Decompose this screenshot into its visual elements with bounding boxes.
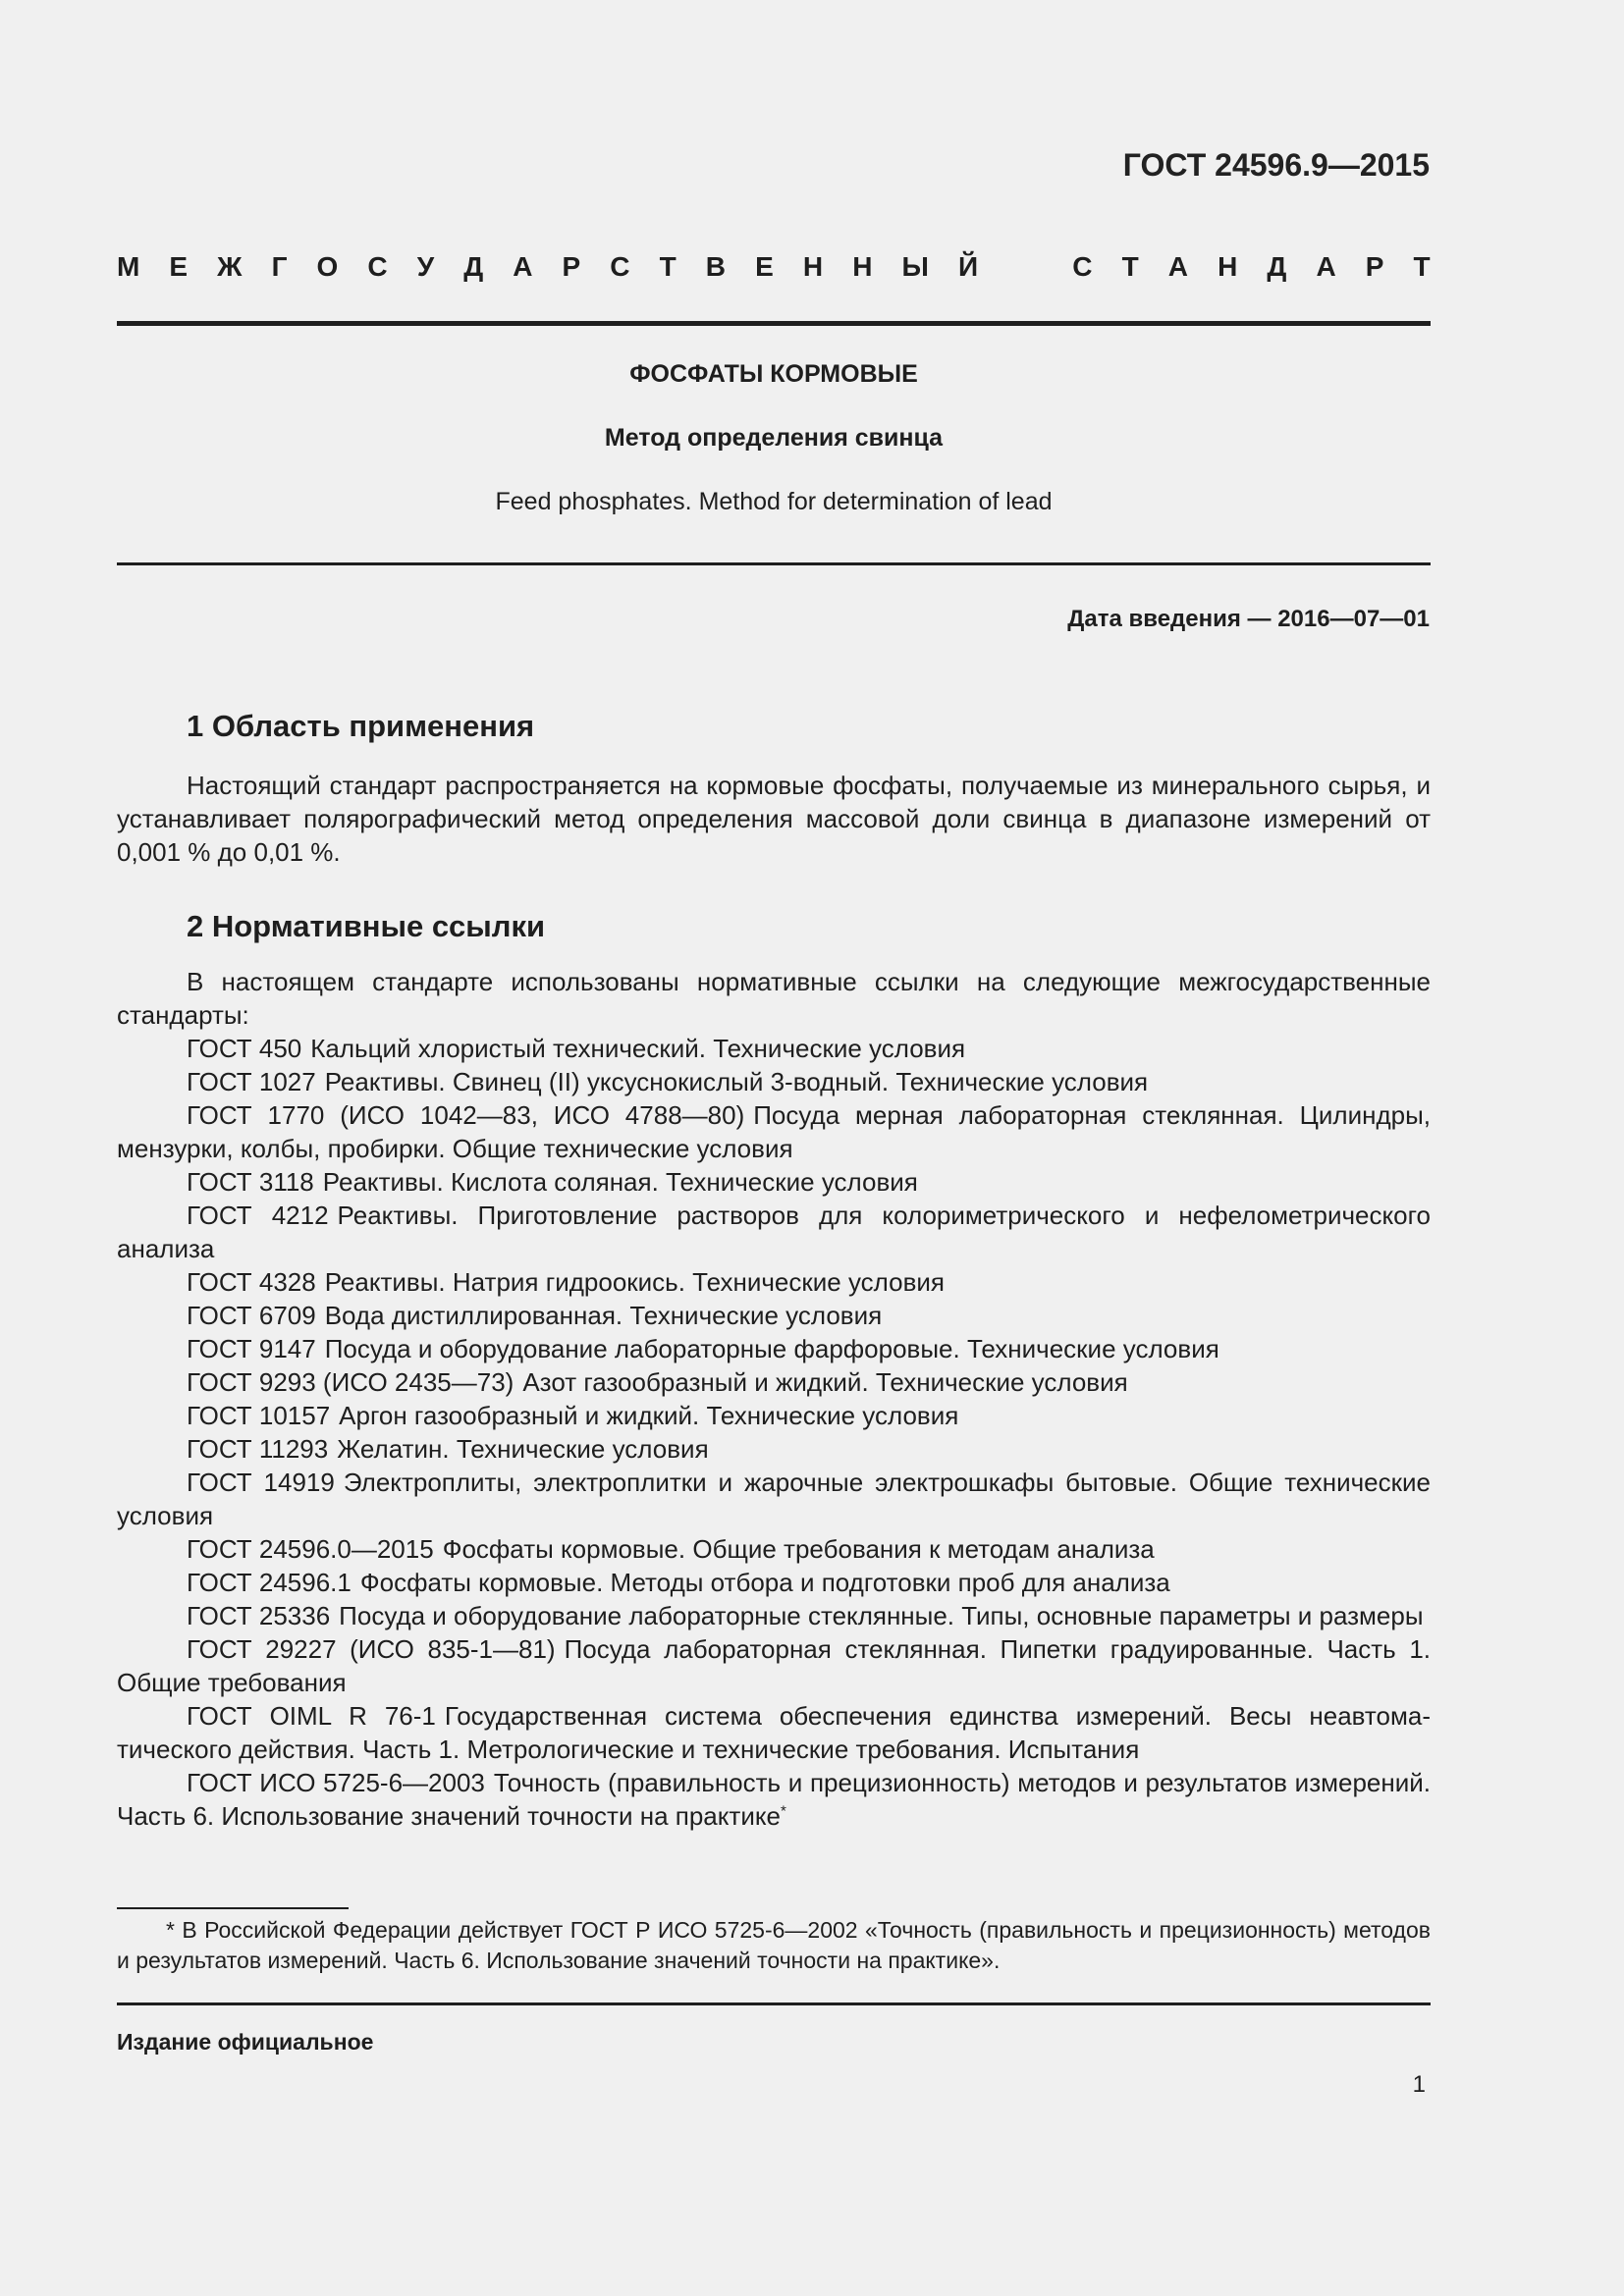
reference-item — [117, 1466, 1431, 1532]
header-letter: У — [416, 251, 435, 282]
header-letter: С — [367, 251, 388, 282]
footnote: * В Российской Федерации действует ГОСТ Р ИСО 5725-6—2002 «Точность (правильность и прецизионность) методов и результатов измерений. Часть 6. Использование значений точности на практике». — [117, 1917, 1431, 1973]
header-letter: Р — [1365, 251, 1384, 282]
header-letter: Е — [169, 251, 189, 282]
reference-code: ГОСТ 24596.1 — [187, 1568, 352, 1597]
reference-code: ГОСТ 6709 — [187, 1301, 316, 1330]
section-1-text: Настоящий стандарт распространяется на кормовые фосфаты, получаемые из минерального сырья, и устанавливает полярографический метод определения массовой доли свинца в диапазоне измерений от 0,001 % до 0,01 %. — [117, 771, 1431, 867]
reference-item — [117, 1065, 1431, 1098]
header-letter: А — [1167, 251, 1189, 282]
header-letter: Ы — [901, 251, 929, 282]
reference-code: ГОСТ 9147 — [187, 1334, 316, 1363]
reference-code: ГОСТ OIML R 76-1 — [187, 1701, 436, 1731]
reference-title: Реактивы. Приготовление растворов для колориметрического и нефелометрического анализа — [117, 1201, 1432, 1263]
reference-title: Посуда мерная лабораторная стеклянная. Цилиндры, мензурки, колбы, пробирки. Общие технические условия — [117, 1100, 1431, 1163]
top-rule — [117, 321, 1431, 326]
header-letter: А — [1316, 251, 1336, 282]
reference-title: Реактивы. Кислота соляная. Технические условия — [322, 1167, 918, 1197]
reference-title: Электроплиты, электроплитки и жарочные электрошкафы бытовые. Общие технические условия — [117, 1468, 1431, 1530]
bottom-rule — [117, 2002, 1431, 2005]
header-letter: О — [316, 251, 339, 282]
reference-title: Азот газообразный и жидкий. Технические условия — [522, 1367, 1128, 1397]
reference-item — [117, 1199, 1431, 1265]
reference-title: Точность (правильность и прецизионность) методов и результатов измерений. Часть 6. Использование значений точности на практике — [117, 1768, 1431, 1831]
reference-code: ГОСТ 14919 — [187, 1468, 335, 1497]
introduction-date: Дата введения — 2016—07—01 — [1067, 606, 1430, 632]
page-number: 1 — [1412, 2071, 1426, 2098]
document-subtitle: Метод определения свинца — [604, 424, 944, 452]
reference-item — [117, 1399, 1431, 1432]
footnote-mark: * — [780, 1802, 786, 1820]
reference-item — [117, 1265, 1431, 1299]
reference-code: ГОСТ 4328 — [187, 1267, 316, 1297]
reference-code: ГОСТ 1027 — [187, 1067, 316, 1096]
document-title: ФОСФАТЫ КОРМОВЫЕ — [629, 360, 918, 388]
reference-title: Фосфаты кормовые. Методы отбора и подготовки проб для анализа — [359, 1568, 1170, 1597]
header-letter: С — [1072, 251, 1093, 282]
reference-item — [117, 1365, 1431, 1399]
reference-code: ГОСТ 25336 — [187, 1601, 331, 1630]
header-letter: Н — [1218, 251, 1238, 282]
reference-code: ГОСТ 24596.0—2015 — [187, 1534, 434, 1564]
reference-item — [117, 1632, 1431, 1699]
reference-item — [117, 1165, 1431, 1199]
reference-item — [117, 1699, 1431, 1766]
section-2-intro: В настоящем стандарте использованы нормативные ссылки на следующие межгосударственные стандарты: — [117, 967, 1431, 1030]
reference-title: Посуда и оборудование лабораторные фарфоровые. Технические условия — [324, 1334, 1219, 1363]
header-letter: В — [705, 251, 727, 282]
header-letter: Г — [271, 251, 288, 282]
reference-item — [117, 1566, 1431, 1599]
reference-code: ГОСТ 1770 (ИСО 1042—83, ИСО 4788—80) — [187, 1100, 745, 1130]
header-letter: С — [610, 251, 630, 282]
reference-title: Аргон газообразный и жидкий. Технические условия — [339, 1401, 959, 1430]
header-letter: Е — [755, 251, 774, 282]
reference-item — [117, 1299, 1431, 1332]
reference-item — [117, 1032, 1431, 1065]
reference-code: ГОСТ 9293 (ИСО 2435—73) — [187, 1367, 514, 1397]
interstate-standard-header — [117, 249, 1431, 285]
reference-title: Посуда лабораторная стеклянная. Пипетки градуированные. Часть 1. Общие требования — [117, 1634, 1431, 1697]
document-number: ГОСТ 24596.9—2015 — [1122, 147, 1430, 183]
section-1-heading: 1 Область применения — [187, 709, 535, 743]
normative-references-list — [117, 1032, 1431, 1833]
reference-code: ГОСТ 11293 — [187, 1434, 329, 1464]
reference-item — [117, 1332, 1431, 1365]
reference-item — [117, 1766, 1431, 1833]
header-letter: Й — [958, 251, 979, 282]
reference-code: ГОСТ 4212 — [187, 1201, 329, 1230]
reference-item — [117, 1432, 1431, 1466]
header-letter: Т — [1413, 251, 1431, 282]
header-letter: Д — [1267, 251, 1287, 282]
reference-title: Вода дистиллированная. Технические условия — [324, 1301, 883, 1330]
reference-title: Посуда и оборудование лабораторные стеклянные. Типы, основные параметры и размеры — [339, 1601, 1424, 1630]
reference-code: ГОСТ 29227 (ИСО 835-1—81) — [187, 1634, 556, 1664]
reference-code: ГОСТ 3118 — [187, 1167, 314, 1197]
header-word-gap — [1007, 249, 1043, 285]
reference-code: ГОСТ ИСО 5725-6—2003 — [187, 1768, 485, 1797]
reference-title: Реактивы. Натрия гидроокись. Технические условия — [324, 1267, 946, 1297]
section-2-heading: 2 Нормативные ссылки — [187, 909, 546, 943]
reference-title: Реактивы. Свинец (II) уксуснокислый 3-водный. Технические условия — [324, 1067, 1149, 1096]
english-title: Feed phosphates. Method for determination of lead — [495, 488, 1053, 515]
header-letter: Т — [1121, 251, 1139, 282]
header-letter: Д — [463, 251, 484, 282]
reference-code: ГОСТ 450 — [187, 1034, 302, 1063]
reference-title: Государственная система обеспечения единства измерений. Весы неавтоматического действия. Часть 1. Метрологические и технические требования. Испытания — [117, 1701, 1431, 1764]
reference-title: Желатин. Технические условия — [337, 1434, 709, 1464]
header-letter: Н — [802, 251, 824, 282]
reference-item — [117, 1098, 1431, 1165]
header-letter: Ж — [217, 251, 243, 282]
reference-item — [117, 1599, 1431, 1632]
official-edition-label: Издание официальное — [117, 2029, 374, 2055]
header-letter: Н — [852, 251, 873, 282]
reference-code: ГОСТ 10157 — [187, 1401, 331, 1430]
header-letter: А — [513, 251, 533, 282]
title-rule — [117, 562, 1431, 565]
reference-item — [117, 1532, 1431, 1566]
reference-title: Фосфаты кормовые. Общие требования к методам анализа — [442, 1534, 1155, 1564]
reference-title: Кальций хлористый технический. Технические условия — [310, 1034, 966, 1063]
header-letter: М — [117, 251, 140, 282]
footnote-rule — [117, 1907, 349, 1909]
header-letter: Т — [659, 251, 677, 282]
header-letter: Р — [562, 251, 581, 282]
